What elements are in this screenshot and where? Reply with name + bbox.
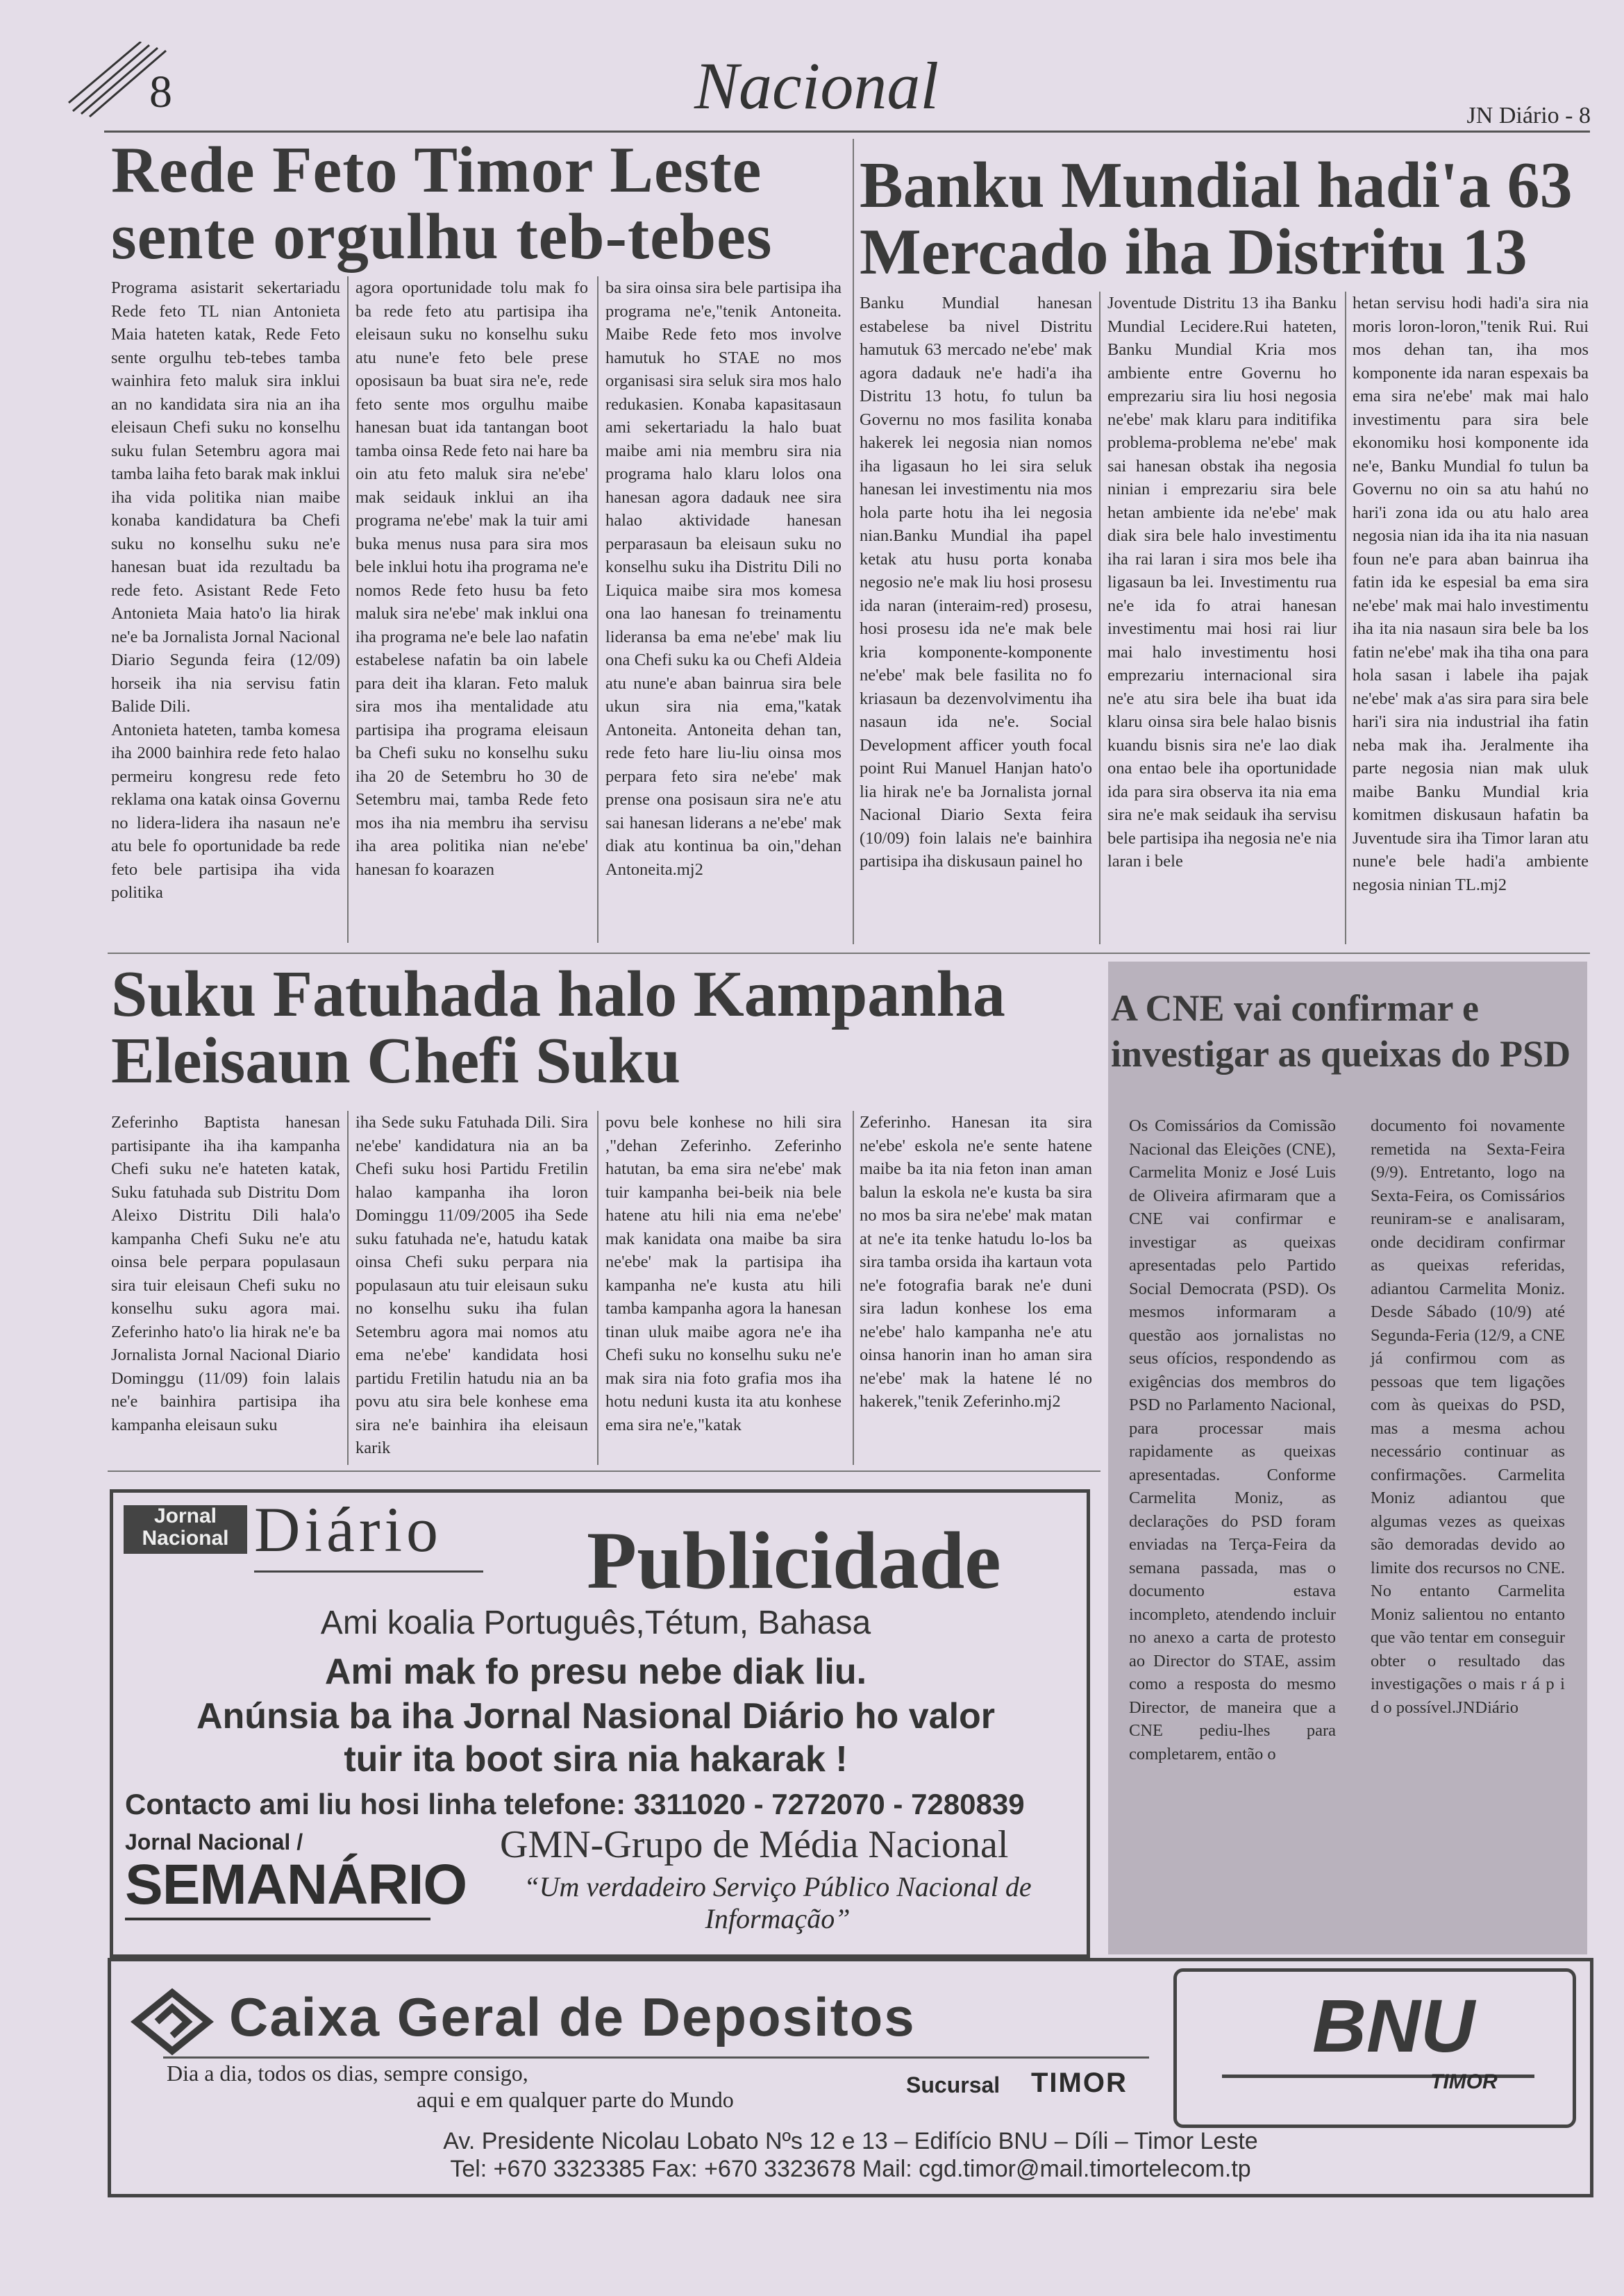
article2-column-3: hetan servisu hodi hadi'a sira nia moris loron-loron,"tenik Rui. Rui mos dehan tan, iha mos komponente ida naran espexais ba ema sira ne'ebe' mak mai halo investimentu para sira bele ekonomiku hosi komponente ida ne'e, Banku Mundial fo tulun ba Governu no oin sa atu hahú no hari'i zona ida ou atu halo area negosia nian ida iha ita nia nasuan foun ne'e para aban bainrua iha fatin ida ke espesial ba ema sira ne'ebe' mak mai halo investimentu iha ita nia nasaun sira bele ba los fatin ne'ebe' mak iha tiha ona para hola sasan i labele iha pajak ne'ebe' mak a'as sira para sira bele hari'i sira nia industrial iha fatin neba mak iha. Jeralmente iha parte negosia nian mak uluk maibe Banku Mundial kria komitmen diskusaun hafatin ba Juventude sira iha Timor laran atu nune'e bele hadi'a ambiente negosia ninian TL.mj2 xyxy=(1353,294,1589,894)
page-number: 8 xyxy=(149,67,172,117)
column-divider xyxy=(853,1111,854,1465)
column-divider xyxy=(1099,292,1100,944)
article2-column-2: Joventude Distritu 13 iha Banku Mundial Lecidere.Rui hateten, Banku Mundial Kria mos ambiente entre Governu ho emprezariu sira liu hosi negosia ne'ebe' mak klaru para inditifika problema-problema ne'ebe' mak sai hanesan obstak iha negosia ninian i emprezariu sira bele hetan ambiente ida ne'ebe' mak diak sira bele halo investimentu iha rai laran i sira mos bele iha ligasaun ba lei. Investimentu rua ne'e ida fo atrai hanesan investimentu mai hosi rai liur mai halo investimentu hosi emprezariu internacional sira ne'e atu sira bele iha buat ida klaru oinsa sira bele halao bisnis kuandu bisnis sira ne'e lao diak ona entao bele iha oportunidade ida para sira observa ita nia ema sira ne'e mak seidauk iha servisu bele partisipa iha negosia ne'e nia laran i bele xyxy=(1107,294,1337,871)
article1-headline: Rede Feto Timor Leste sente orgulhu teb-tebes xyxy=(111,134,773,273)
article3-column-3: povu bele konhese no hili sira ,"dehan Zeferinho. Zeferinho hatutan, ba ema sira ne'ebe' mak tuir kampanha bei-beik nia bele hatene atu hili nia ema ne'ebe' mak kanidata ona maibe ba sira ne'ebe' mak la partisipa iha kampanha ne'e kusta atu hili tamba kampanha agora la hanesan tinan uluk maibe agora ne'e iha Chefi suku no konselhu suku ne'e mak sira nia foto grafia mos iha hotu neduni kusta ita atu konhese ema sira ne'e,"katak xyxy=(605,1113,842,1434)
semanario-underline xyxy=(125,1918,430,1920)
cgd-tagline-1: Dia a dia, todos os dias, sempre consigo, xyxy=(167,2061,528,2086)
row-divider xyxy=(108,953,1590,954)
publicidade-title: Publicidade xyxy=(587,1515,1001,1606)
cgd-tagline-2: aqui e em qualquer parte do Mundo xyxy=(417,2087,734,2112)
ad-languages: Ami koalia Português,Tétum, Bahasa xyxy=(320,1604,871,1641)
sucursal-label: Sucursal xyxy=(906,2072,1001,2097)
article-divider xyxy=(853,139,854,944)
bnu-timor-label: TIMOR xyxy=(1430,2070,1498,2093)
diario-logo: Diário xyxy=(254,1494,443,1565)
article1-column-3: ba sira oinsa sira bele partisipa iha programa ne'e,"tenik Antoneita. Maibe Rede feto mos involve hamutuk ho STAE no mos organisasi sira seluk sira mos halo redukasien. Konaba kapasitasaun ami sekertariadu la halo buat maibe ami nia membru sira nia programa halo klaru lolos ona hanesan agora dadauk nee sira halao aktividade hanesan perparasaun ba eleisaun suku no konselhu suku iha Distritu Dili no Liquica maibe sira mos komesa ona lao hanesan fo treinamentu lideransa ba ema ne'ebe' mak liu ona Chefi suku ka ou Chefi Aldeia atu nune'e aban bainrua sira bele ukun sira nia ema,"katak Antoneita. Antoneita dehan tan, rede feto hare liu-liu oinsa mos perpara feto sira ne'ebe' mak prense ona posisaun sira ne'e atu sai hanesan liderans a ne'ebe' mak diak atu kontinua ba oin,"dehan Antoneita.mj2 xyxy=(605,278,842,879)
article1-col1-text: Programa asistarit sekertariadu Rede feto TL nian Antonieta Maia hateten katak, Rede Feto sente orgulhu teb-tebes tamba wainhira feto maluk sira inklui an no kandidata sira nia an iha eleisaun Chefi suku no konselhu suku fulan Setembru agora mai tamba laiha feto barak mak inklui iha vida politika nian maibe konaba kandidatura ba Chefi suku no konselhu suku ne'e hanesan buat ida rezultadu ba rede feto. Asistant Rede Feto Antonieta Maia hato'o lia hirak ne'e ba Jornalista Jornal Nacional Diario Segunda feira (12/09) horseik iha nia servisu fatin Balide Dili. xyxy=(111,278,340,716)
column-divider xyxy=(347,276,349,943)
bnu-logo: BNU xyxy=(1312,1984,1475,2068)
jornal-nacional-logo-box: Jornal Nacional xyxy=(124,1505,247,1554)
column-divider xyxy=(597,276,598,943)
row-divider xyxy=(108,1470,1100,1472)
article2-headline: Banku Mundial hadi'a 63 Mercado iha Distritu 13 xyxy=(860,149,1573,288)
article3-headline: Suku Fatuhada halo Kampanha Eleisaun Chefi Suku xyxy=(111,958,1005,1097)
article1-column-1 xyxy=(111,276,340,905)
section-title: Nacional xyxy=(694,49,939,123)
timor-label: TIMOR xyxy=(1031,2068,1128,2098)
semanario-logo: SEMANÁRIO xyxy=(125,1853,467,1916)
cgd-logo-icon xyxy=(131,1987,214,2056)
gmn-slogan: “Um verdadeiro Serviço Público Nacional de Informação” xyxy=(524,1871,1032,1934)
bank-contacts: Tel: +670 3323385 Fax: +670 3323678 Mail: cgd.timor@mail.timortelecom.tp xyxy=(450,2156,1251,2182)
ad-announce-line: Anúnsia ba iha Jornal Nasional Diário ho valor xyxy=(196,1696,996,1736)
column-divider xyxy=(1345,292,1346,944)
bank-address: Av. Presidente Nicolau Lobato Nºs 12 e 13 – Edifício BNU – Díli – Timor Leste xyxy=(443,2128,1258,2154)
article3-column-4: Zeferinho. Hanesan ita sira ne'ebe' eskola ne'e sente hatene maibe ba ita nia feton inan aman balun la eskola ne'e kusta ba sira no mos ba sira ne'ebe' mak matan at ne'e ita tenke hatudu lo-los ba sira tamba orsida iha kartaun vota ne'e fotografia barak ne'e duni sira ladun konhese los ema ne'ebe' halo kampanha ne'e atu oinsa hanorin inan ho aman sira ne'ebe' mak la hatene lé no hakerek,"tenik Zeferinho.mj2 xyxy=(860,1113,1092,1411)
cgd-name: Caixa Geral de Depositos xyxy=(229,1986,916,2047)
article2-column-1: Banku Mundial hanesan estabelese ba nivel Distritu hamutuk 63 mercado ne'ebe' mak agora dadauk ne'e hadi'a iha Distritu 13 hotu, fo tulun ba Governu no mos fasilita konaba hakerek lei negosia nian nomos iha ligasaun ho lei sira seluk hanesan lei investimentu nia mos hola parte hotu iha lei negosia nian.Banku Mundial iha papel ketak atu husu porta konaba negosio ne'e mak liu hosi prosesu ida naran (interaim-red) prosesu, hosi prosesu ida ne'e mak bele kria komponente-komponente ne'ebe' mak bele fasilita no fo kriasaun ba dezenvolvimentu iha nasaun ida ne'e. Social Development afficer youth focal point Rui Manuel Hanjan hato'o lia hirak ne'e ba Jornalista jornal Nacional Diario Sexta feira (10/09) foin lalais ne'e bainhira partisipa iha diskusaun painel ho xyxy=(860,294,1092,871)
article1-column-2: agora oportunidade tolu mak fo ba rede feto atu partisipa iha eleisaun suku no konselhu suku atu nune'e feto bele prese oposisaun ba buat sira ne'e, rede feto sente mos orgulhu maibe hanesan buat ida tantangan boot tamba oinsa Rede feto nai hare ba oin atu feto maluk sira ne'ebe' mak seidauk inklui an iha programa ne'ebe' mak la tuir ami buka menus nusa para sira mos bele inklui hotu iha programa ne'e nomos Rede feto husu ba feto maluk sira ne'ebe' mak inklui ona iha programa ne'e bele lao nafatin estabelese nafatin ba oin labele para deit iha klaran. Feto maluk sira mos iha mentalidade atu partisipa iha programa eleisaun ba Chefi suku no konselhu suku iha 20 de Setembru ho 30 de Setembru mai, tamba Rede feto mos iha nia membru iha servisu iha area politika nian ne'ebe' hanesan fo koarazen xyxy=(355,278,588,879)
gmn-group: GMN-Grupo de Média Nacional xyxy=(500,1823,1009,1866)
page-label: JN Diário - 8 xyxy=(1466,103,1591,128)
article3-column-1: Zeferinho Baptista hanesan partisipante iha iha kampanha Chefi suku ne'e hateten katak, Suku fatuhada sub Distritu Dom Aleixo Distritu Dili hala'o kampanha Chefi Suku ne'e atu oinsa bele perpara populasaun sira tuir eleisaun Chefi suku no konselhu suku agora mai. Zeferinho hato'o lia hirak ne'e ba Jornalista Jornal Nacional Diario Dominggu (11/09) foin lalais ne'e bainhira partisipa iha kampanha eleisaun suku xyxy=(111,1113,340,1434)
semanario-small-label: Jornal Nacional / xyxy=(125,1829,303,1854)
column-divider xyxy=(597,1111,598,1465)
article4-headline: A CNE vai confirmar e investigar as queixas do PSD xyxy=(1111,987,1571,1075)
ad-announce-line-2: tuir ita boot sira nia hakarak ! xyxy=(344,1739,848,1779)
article4-column-1: Os Comissários da Comissão Nacional das Eleições (CNE), Carmelita Moniz e José Luis de Oliveira afirmaram que a CNE vai confirmar e investigar as queixas apresentadas pelo Partido Social Democrata (PSD). Os mesmos informaram a questão aos jornalistas no seus ofícios, respondendo as exigências dos membros do PSD no Parlamento Nacional, para processar mais rapidamente as queixas apresentadas. Conforme Carmelita Moniz, as declarações do PSD foram enviadas na Terça-Feira da semana passada, mas o documento estava incompleto, atendendo incluir no anexo a carta de protesto ao Director do STAE, assim como a resposta do mesmo Director, de maneira que a CNE pediu-lhes para completarem, então o xyxy=(1129,1116,1336,1763)
logo-underline xyxy=(254,1570,483,1573)
article4-column-2: documento foi novamente remetida na Sexta-Feira (9/9). Entretanto, logo na Sexta-Feira, os Comissários reuniram-se e analisaram, onde decidiram confirmar as queixas referidas, adiantou Carmelita Moniz. Desde Sábado (10/9) até Segunda-Feria (12/9, a CNE já confirmou com as pessoas que tem ligações com às queixas do PSD, mas a mesma achou necessário continuar as confirmações. Carmelita Moniz adiantou que algumas vezes as queixas são demoradas devido ao limite dos recursos no CNE. No entanto Carmelita Moniz salientou no entanto que vão tentar em conseguir obter o resultado das investigações o mais r á p i d o possível.JNDiário xyxy=(1371,1116,1565,1717)
cgd-underline xyxy=(163,2056,1149,2059)
column-divider xyxy=(347,1111,349,1465)
ad-price-line: Ami mak fo presu nebe diak liu. xyxy=(324,1652,867,1692)
article3-column-2: iha Sede suku Fatuhada Dili. Sira ne'ebe' kandidatura nia an ba Chefi suku hosi Partidu Fretilin halao kampanha iha loron Dominggu 11/09/2005 iha Sede suku fatuhada ne'e, hatudu katak oinsa Chefi suku perpara nia populasaun atu tuir eleisaun suku no konselhu suku iha fulan Setembru agora mai nomos atu ema ne'ebe' kandidata hosi partidu Fretilin hatudu nia an ba povu atu sira bele konhese ema sira ne'e bainhira iha eleisaun karik xyxy=(355,1113,588,1457)
ad-contact: Contacto ami liu hosi linha telefone: 3311020 - 7272070 - 7280839 xyxy=(125,1788,1025,1820)
header-rule xyxy=(104,131,1590,133)
article1-col1b-text: Antonieta hateten, tamba komesa iha 2000 bainhira rede feto halao permeiru kongresu rede feto reklama ona katak oinsa Governu no lidera-lidera iha nasaun ne'e atu bele fo oportunidade ba rede feto bele partisipa iha vida politika xyxy=(111,720,340,902)
